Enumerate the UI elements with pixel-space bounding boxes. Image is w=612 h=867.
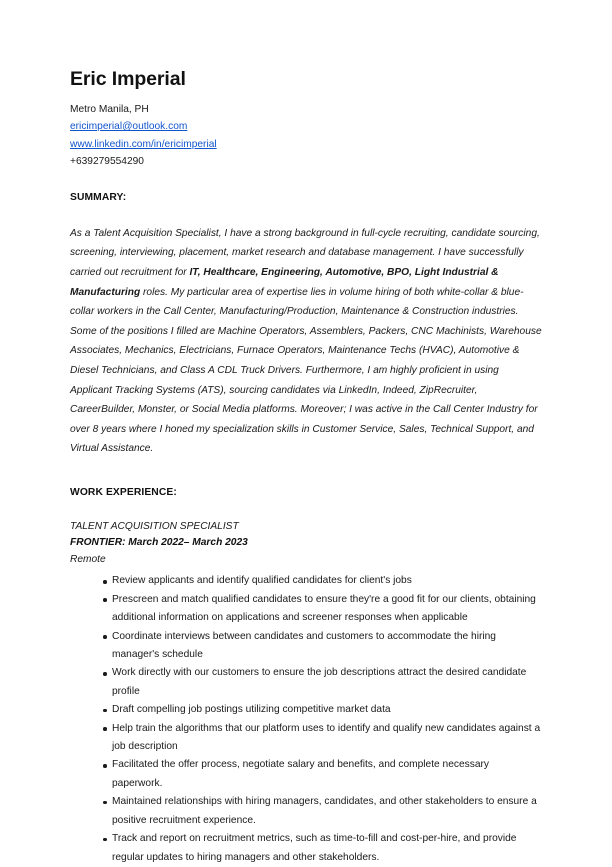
list-item: Draft compelling job postings utilizing competitive market data bbox=[70, 701, 542, 719]
job-company-dates: FRONTIER: March 2022– March 2023 bbox=[70, 537, 248, 549]
job-location: Remote bbox=[70, 553, 106, 565]
candidate-location: Metro Manila, PH bbox=[70, 103, 149, 115]
job-title: TALENT ACQUISITION SPECIALIST bbox=[70, 520, 239, 532]
job-responsibilities-list bbox=[70, 572, 542, 867]
summary-paragraph bbox=[70, 224, 542, 459]
linkedin-link[interactable]: www.linkedin.com/in/ericimperial bbox=[70, 138, 217, 150]
resume-header bbox=[70, 68, 542, 171]
list-item: Maintained relationships with hiring managers, candidates, and other stakeholders to ensure a positive recruitment experience. bbox=[70, 793, 542, 830]
list-item: Prescreen and match qualified candidates to ensure they're a good fit for our clients, obtaining additional information on applications and screener responses when applicable bbox=[70, 591, 542, 628]
summary-text-after-bold: roles. My particular area of expertise lies in volume hiring of both white-collar & blue-collar workers in the Call Center, Manufacturing/Production, Maintenance & Construction industries. Some of the positions I filled are Machine Operators, Assemblers, Packers, CNC Machinists, Warehouse Associates, Mechanics, Electricians, Furnace Operators, Maintenance Techs (HVAC), Automotive & Diesel Technicians, and Class A CDL Truck Drivers. Furthermore, I am highly proficient in using Applicant Tracking Systems (ATS), sourcing candidates via LinkedIn, Indeed, ZipRecruiter, CareerBuilder, Monster, or Social Media platforms. Moreover; I was active in the Call Center Industry for over 8 years where I honed my specialization skills in Customer Service, Sales, Technical Support, and Virtual Assistance. bbox=[70, 286, 542, 455]
experience-heading: WORK EXPERIENCE: bbox=[70, 486, 177, 498]
summary-heading: SUMMARY: bbox=[70, 191, 127, 203]
list-item: Work directly with our customers to ensure the job descriptions attract the desired candidate profile bbox=[70, 664, 542, 701]
candidate-phone: +639279554290 bbox=[70, 156, 144, 168]
resume-content bbox=[70, 68, 542, 867]
list-item: Coordinate interviews between candidates and customers to accommodate the hiring manager's schedule bbox=[70, 628, 542, 665]
job-entry bbox=[70, 519, 542, 867]
list-item: Review applicants and identify qualified candidates for client's jobs bbox=[70, 572, 542, 590]
experience-section bbox=[70, 487, 542, 867]
list-item: Facilitated the offer process, negotiate salary and benefits, and complete necessary paperwork. bbox=[70, 756, 542, 793]
summary-section bbox=[70, 192, 542, 459]
list-item: Help train the algorithms that our platform uses to identify and qualify new candidates against a job description bbox=[70, 720, 542, 757]
list-item: Track and report on recruitment metrics, such as time-to-fill and cost-per-hire, and provide regular updates to hiring managers and other stakeholders. bbox=[70, 830, 542, 867]
candidate-name: Eric Imperial bbox=[70, 68, 186, 90]
summary-text-before-bold: As a Talent Acquisition Specialist, I have a strong background in full-cycle recruiting, candidate sourcing, screening, interviewing, placement, market research and database management. I have successfully carried out recruitment for bbox=[70, 227, 540, 278]
summary-bold-industries: IT, Healthcare, Engineering, Automotive, BPO, Light Industrial & Manufacturing bbox=[70, 266, 499, 298]
email-link[interactable]: ericimperial@outlook.com bbox=[70, 121, 188, 133]
